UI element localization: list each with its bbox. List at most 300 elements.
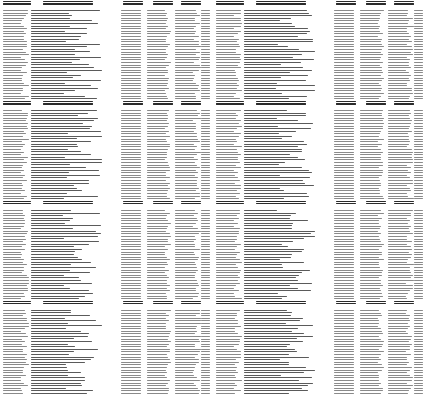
- cell-text-line: [147, 128, 165, 129]
- cell-text-line: [175, 57, 200, 58]
- cell-text-line: [334, 196, 354, 197]
- cell-text-line: [121, 196, 141, 197]
- cell-text-line: [360, 283, 381, 284]
- cell-text-line: [216, 341, 240, 342]
- cell-text-line: [3, 210, 23, 211]
- cell-text-line: [3, 383, 24, 384]
- cell-text-line: [334, 357, 354, 358]
- cell-text-line: [216, 249, 235, 250]
- cell-text-line: [121, 377, 141, 378]
- cell-text-line: [216, 246, 237, 247]
- cell-text-line: [147, 215, 167, 216]
- cell-text-line: [175, 372, 193, 373]
- cell-text-line: [414, 139, 423, 140]
- cell-text-line: [388, 149, 412, 150]
- cell-text-line: [147, 331, 171, 332]
- header-text-line: [43, 203, 93, 204]
- cell-text-line: [121, 80, 141, 81]
- header-text-line: [3, 103, 31, 104]
- cell-text-line: [121, 59, 141, 60]
- cell-text-line: [175, 144, 194, 145]
- cell-text-line: [334, 339, 354, 340]
- cell-text-line: [414, 336, 423, 337]
- cell-text-line: [388, 364, 407, 365]
- cell-text-line: [334, 264, 354, 265]
- cell-text-line: [414, 233, 423, 234]
- cell-text-line: [334, 80, 354, 81]
- cell-text-line: [201, 18, 210, 19]
- cell-text-line: [121, 318, 141, 319]
- cell-text-line: [3, 115, 28, 116]
- cell-text-line: [147, 49, 166, 50]
- cell-text-line: [121, 162, 141, 163]
- cell-text-line: [414, 367, 423, 368]
- cell-text-line: [3, 233, 27, 234]
- cell-text-line: [175, 285, 199, 286]
- cell-text-line: [388, 113, 411, 114]
- cell-text-line: [175, 152, 201, 153]
- cell-text-line: [175, 131, 194, 132]
- header-text-line: [336, 203, 356, 204]
- cell-text-line: [360, 285, 383, 286]
- header-text-line: [336, 3, 356, 4]
- cell-text-line: [201, 380, 210, 381]
- cell-text-line: [388, 118, 410, 119]
- cell-text-line: [388, 72, 409, 73]
- cell-text-line: [201, 196, 210, 197]
- cell-text-line: [201, 375, 210, 376]
- cell-text-line: [360, 390, 383, 391]
- cell-text-line: [147, 351, 170, 352]
- cell-text-line: [147, 31, 171, 32]
- cell-text-line: [216, 75, 236, 76]
- cell-text-line: [388, 393, 408, 394]
- cell-text-line: [175, 120, 193, 121]
- cell-text-line: [201, 336, 210, 337]
- cell-text-line: [175, 259, 198, 260]
- cell-text-line: [147, 98, 168, 99]
- cell-text-line: [201, 88, 210, 89]
- cell-text-line: [388, 98, 409, 99]
- cell-text-line: [3, 139, 29, 140]
- cell-text-line: [360, 218, 382, 219]
- cell-text-line: [3, 228, 21, 229]
- cell-text-line: [147, 180, 166, 181]
- cell-text-line: [414, 46, 423, 47]
- cell-text-line: [216, 72, 236, 73]
- cell-text-line: [121, 259, 141, 260]
- cell-text-line: [414, 88, 423, 89]
- cell-text-line: [216, 54, 241, 55]
- cell-text-line: [388, 357, 407, 358]
- cell-text-line: [201, 323, 210, 324]
- cell-text-line: [334, 123, 354, 124]
- cell-text-line: [414, 241, 423, 242]
- cell-text-line: [175, 339, 199, 340]
- cell-text-line: [3, 328, 25, 329]
- cell-text-line: [216, 141, 237, 142]
- cell-text-line: [175, 54, 196, 55]
- cell-text-line: [3, 57, 21, 58]
- cell-text-line: [388, 172, 411, 173]
- cell-text-line: [334, 283, 354, 284]
- cell-text-line: [334, 298, 354, 299]
- cell-text-line: [3, 254, 22, 255]
- cell-text-line: [121, 90, 141, 91]
- cell-text-line: [334, 275, 354, 276]
- cell-text-line: [216, 190, 237, 191]
- cell-text-line: [175, 96, 196, 97]
- cell-text-line: [388, 36, 411, 37]
- cell-text-line: [216, 113, 236, 114]
- cell-text-line: [388, 236, 407, 237]
- cell-text-line: [3, 239, 26, 240]
- cell-text-line: [388, 157, 412, 158]
- cell-text-line: [388, 296, 406, 297]
- cell-text-line: [201, 90, 210, 91]
- cell-text-line: [360, 33, 383, 34]
- cell-text-line: [201, 72, 210, 73]
- cell-text-line: [121, 393, 141, 394]
- cell-text-line: [334, 326, 354, 327]
- cell-text-line: [147, 93, 166, 94]
- cell-text-line: [388, 270, 410, 271]
- cell-text-line: [121, 233, 141, 234]
- cell-text-line: [216, 23, 242, 24]
- cell-text-line: [216, 267, 238, 268]
- cell-text-line: [414, 31, 423, 32]
- cell-text-line: [334, 351, 354, 352]
- cell-text-line: [121, 339, 141, 340]
- cell-text-line: [414, 193, 423, 194]
- cell-text-line: [147, 364, 168, 365]
- cell-text-line: [201, 33, 210, 34]
- cell-text-line: [3, 270, 24, 271]
- cell-text-line: [360, 341, 384, 342]
- header-text-line: [394, 3, 414, 4]
- cell-text-line: [216, 388, 234, 389]
- cell-text-line: [121, 10, 141, 11]
- cell-text-line: [334, 231, 354, 232]
- cell-text-line: [121, 20, 141, 21]
- cell-text-line: [121, 149, 141, 150]
- cell-text-line: [334, 36, 354, 37]
- cell-text-line: [3, 146, 23, 147]
- cell-text-line: [388, 18, 413, 19]
- cell-text-line: [216, 175, 235, 176]
- cell-text-line: [334, 380, 354, 381]
- cell-text-line: [147, 288, 167, 289]
- cell-text-line: [121, 28, 141, 29]
- cell-text-line: [388, 244, 407, 245]
- cell-text-line: [388, 70, 406, 71]
- cell-text-line: [121, 220, 141, 221]
- cell-text-line: [201, 123, 210, 124]
- cell-text-line: [360, 93, 384, 94]
- cell-text-line: [3, 264, 27, 265]
- cell-text-line: [216, 333, 238, 334]
- cell-text-line: [216, 62, 240, 63]
- cell-text-line: [360, 20, 379, 21]
- cell-text-line: [201, 54, 210, 55]
- cell-text-line: [388, 67, 411, 68]
- cell-text-line: [201, 144, 210, 145]
- cell-text-line: [3, 293, 24, 294]
- cell-text-line: [175, 15, 200, 16]
- cell-text-line: [216, 139, 236, 140]
- header-text-line: [256, 303, 306, 304]
- cell-text-line: [201, 385, 210, 386]
- cell-text-line: [201, 80, 210, 81]
- cell-text-line: [3, 49, 23, 50]
- cell-text-line: [216, 193, 240, 194]
- cell-text-line: [360, 362, 378, 363]
- cell-text-line: [121, 78, 141, 79]
- cell-text-line: [334, 272, 354, 273]
- cell-text-line: [3, 170, 24, 171]
- cell-text-line: [147, 283, 167, 284]
- cell-text-line: [175, 241, 194, 242]
- cell-text-line: [121, 31, 141, 32]
- cell-text-line: [175, 367, 195, 368]
- cell-text-line: [216, 123, 239, 124]
- cell-text-line: [3, 28, 27, 29]
- cell-text-line: [3, 323, 29, 324]
- cell-text-line: [147, 326, 166, 327]
- cell-text-line: [147, 370, 166, 371]
- cell-text-line: [121, 213, 141, 214]
- cell-text-line: [121, 128, 141, 129]
- cell-text-line: [414, 331, 423, 332]
- cell-text-line: [216, 272, 240, 273]
- cell-text-line: [201, 59, 210, 60]
- cell-text-line: [388, 359, 407, 360]
- cell-text-line: [121, 75, 141, 76]
- cell-text-line: [414, 280, 423, 281]
- cell-text-line: [3, 165, 23, 166]
- cell-text-line: [414, 370, 423, 371]
- header-text-line: [153, 103, 173, 104]
- cell-text-line: [388, 177, 410, 178]
- cell-text-line: [334, 228, 354, 229]
- cell-text-line: [121, 370, 141, 371]
- cell-text-line: [147, 296, 167, 297]
- cell-text-line: [201, 290, 210, 291]
- cell-text-line: [388, 96, 410, 97]
- cell-text-line: [175, 275, 195, 276]
- cell-text-line: [121, 54, 141, 55]
- cell-text-line: [201, 223, 210, 224]
- cell-text-line: [414, 180, 423, 181]
- cell-text-line: [216, 290, 239, 291]
- cell-text-line: [216, 146, 242, 147]
- cell-text-line: [216, 172, 238, 173]
- cell-text-line: [3, 83, 24, 84]
- cell-text-line: [201, 364, 210, 365]
- cell-text-line: [3, 215, 25, 216]
- cell-text-line: [147, 172, 166, 173]
- cell-text-line: [3, 346, 27, 347]
- cell-text-line: [147, 67, 166, 68]
- cell-text-line: [147, 133, 166, 134]
- cell-text-line: [3, 96, 29, 97]
- cell-text-line: [414, 33, 423, 34]
- cell-text-line: [388, 285, 413, 286]
- cell-text-line: [216, 136, 239, 137]
- cell-text-line: [388, 377, 413, 378]
- cell-text-line: [334, 385, 354, 386]
- cell-text-line: [147, 59, 165, 60]
- cell-text-line: [334, 185, 354, 186]
- cell-text-line: [216, 296, 235, 297]
- cell-text-line: [334, 18, 354, 19]
- cell-text-line: [334, 165, 354, 166]
- cell-text-line: [414, 83, 423, 84]
- cell-text-line: [121, 96, 141, 97]
- cell-text-line: [388, 315, 410, 316]
- cell-text-line: [334, 139, 354, 140]
- cell-text-line: [334, 118, 354, 119]
- cell-text-line: [121, 83, 141, 84]
- cell-text-line: [414, 288, 423, 289]
- cell-text-line: [3, 154, 21, 155]
- cell-text-line: [388, 223, 408, 224]
- cell-text-line: [216, 33, 238, 34]
- cell-text-line: [3, 65, 26, 66]
- cell-text-line: [388, 110, 410, 111]
- cell-text-line: [388, 54, 413, 55]
- cell-text-line: [201, 133, 210, 134]
- cell-text-line: [147, 80, 168, 81]
- cell-text-line: [334, 252, 354, 253]
- cell-text-line: [360, 110, 383, 111]
- cell-text-line: [388, 183, 413, 184]
- cell-text-line: [175, 293, 199, 294]
- cell-text-line: [175, 333, 195, 334]
- cell-text-line: [175, 254, 195, 255]
- cell-text-line: [147, 246, 165, 247]
- cell-text-line: [175, 213, 198, 214]
- cell-text-line: [147, 213, 170, 214]
- cell-text-line: [388, 233, 413, 234]
- cell-text-line: [3, 354, 27, 355]
- cell-text-line: [3, 15, 26, 16]
- table-row: [3, 392, 212, 395]
- header-text-line: [366, 103, 386, 104]
- cell-text-line: [360, 83, 379, 84]
- cell-text-line: [201, 185, 210, 186]
- cell-text-line: [201, 318, 210, 319]
- cell-text-line: [216, 239, 237, 240]
- cell-text-line: [334, 370, 354, 371]
- cell-text-line: [201, 44, 210, 45]
- cell-text-line: [175, 198, 195, 199]
- cell-text-line: [360, 80, 382, 81]
- cell-text-line: [121, 293, 141, 294]
- cell-text-line: [3, 62, 28, 63]
- cell-text-line: [334, 28, 354, 29]
- cell-text-line: [216, 354, 241, 355]
- cell-text-line: [175, 85, 199, 86]
- cell-text-line: [360, 252, 382, 253]
- cell-text-line: [334, 377, 354, 378]
- cell-text-line: [388, 180, 413, 181]
- cell-text-line: [216, 157, 238, 158]
- cell-text-line: [175, 141, 200, 142]
- cell-text-line: [201, 275, 210, 276]
- cell-text-line: [414, 23, 423, 24]
- cell-text-line: [3, 390, 22, 391]
- table-row: [216, 203, 425, 206]
- cell-text-line: [3, 113, 28, 114]
- cell-text-line: [360, 328, 381, 329]
- cell-text-line: [3, 359, 27, 360]
- cell-text-line: [201, 246, 210, 247]
- cell-text-line: [360, 196, 383, 197]
- cell-text-line: [175, 67, 201, 68]
- cell-text-line: [216, 49, 236, 50]
- cell-text-line: [201, 118, 210, 119]
- cell-text-line: [388, 126, 410, 127]
- header-text-line: [216, 303, 244, 304]
- cell-text-line: [201, 367, 210, 368]
- cell-text-line: [3, 193, 21, 194]
- cell-text-line: [414, 190, 423, 191]
- cell-text-line: [121, 346, 141, 347]
- cell-text-line: [121, 115, 141, 116]
- cell-text-line: [3, 123, 28, 124]
- cell-text-line: [201, 228, 210, 229]
- cell-text-line: [388, 362, 409, 363]
- cell-text-line: [414, 210, 423, 211]
- table-row: [216, 303, 425, 306]
- cell-text-line: [414, 165, 423, 166]
- cell-text-line: [147, 272, 165, 273]
- cell-text-line: [414, 128, 423, 129]
- cell-text-line: [334, 331, 354, 332]
- cell-text-line: [360, 185, 381, 186]
- cell-text-line: [216, 210, 240, 211]
- cell-text-line: [360, 331, 382, 332]
- cell-text-line: [388, 215, 411, 216]
- cell-text-line: [3, 277, 29, 278]
- cell-text-line: [201, 49, 210, 50]
- cell-text-line: [216, 390, 241, 391]
- cell-text-line: [175, 88, 198, 89]
- cell-text-line: [388, 339, 411, 340]
- cell-text-line: [147, 231, 166, 232]
- cell-text-line: [414, 120, 423, 121]
- cell-text-line: [414, 215, 423, 216]
- cell-text-line: [360, 167, 379, 168]
- cell-text-line: [334, 149, 354, 150]
- cell-text-line: [175, 170, 196, 171]
- cell-text-line: [201, 46, 210, 47]
- cell-text-line: [3, 131, 24, 132]
- cell-text-line: [175, 72, 193, 73]
- cell-text-line: [360, 62, 383, 63]
- cell-text-line: [414, 36, 423, 37]
- cell-text-line: [3, 364, 29, 365]
- cell-text-line: [175, 75, 195, 76]
- cell-text-line: [201, 354, 210, 355]
- cell-text-line: [360, 339, 381, 340]
- cell-text-line: [360, 146, 378, 147]
- cell-text-line: [201, 93, 210, 94]
- cell-text-line: [414, 65, 423, 66]
- cell-text-line: [334, 388, 354, 389]
- cell-text-line: [388, 346, 410, 347]
